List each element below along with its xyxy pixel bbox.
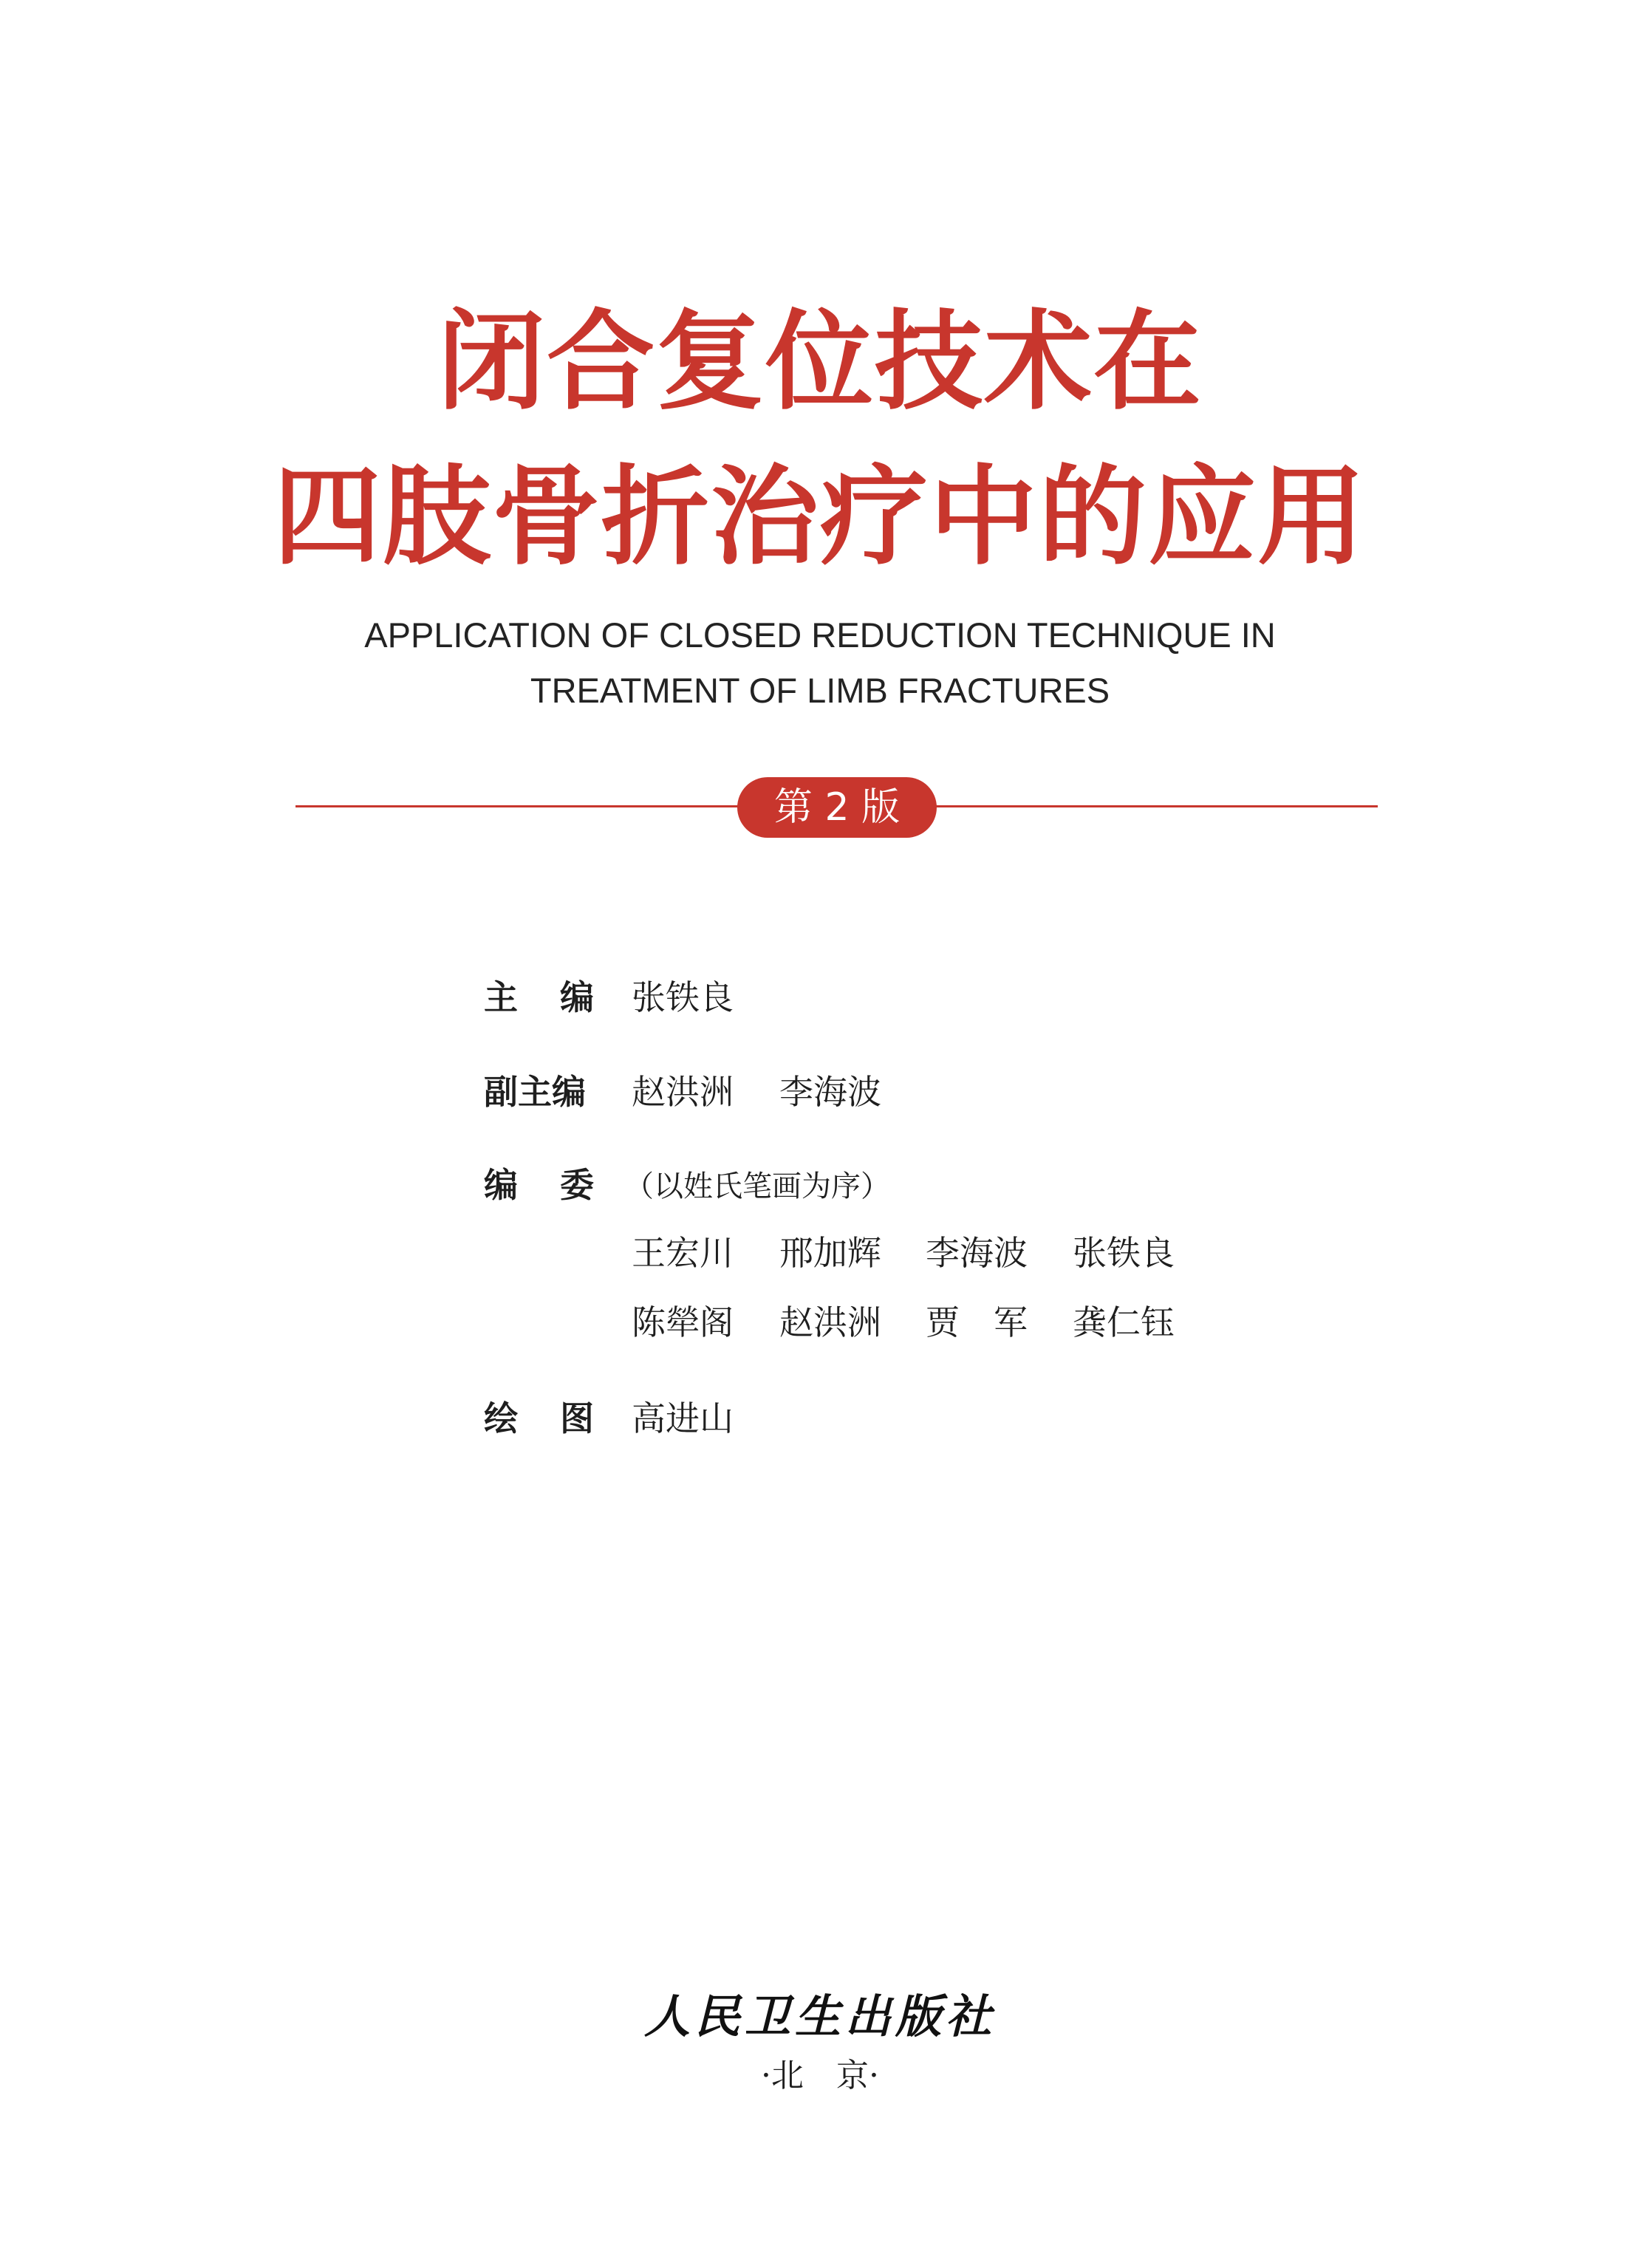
board-member: 贾 军 [926, 1302, 1028, 1342]
board-member: 邢加辉 [779, 1233, 881, 1273]
editorial-board-label-char-1: 编 [484, 1165, 518, 1205]
board-member: 龚仁钰 [1073, 1302, 1175, 1342]
edition-rule-left [295, 805, 746, 807]
deputy-editor-label: 副主编 [484, 1072, 586, 1112]
board-member: 李海波 [926, 1233, 1028, 1273]
chief-editor-label-char-1: 主 [484, 977, 518, 1017]
edition-rule-right [927, 805, 1378, 807]
english-title-line-2: TREATMENT OF LIMB FRACTURES [530, 671, 1110, 710]
publisher-logo-text: 人民卫生出版社 [643, 1989, 996, 2043]
board-member: 陈犖阁 [632, 1302, 734, 1342]
editorial-board-label-char-2: 委 [560, 1165, 594, 1205]
english-title-line-1: APPLICATION OF CLOSED REDUCTION TECHNIQUE IN [364, 615, 1276, 655]
deputy-editor-name-2: 李海波 [779, 1072, 881, 1112]
editorial-board-note: （以姓氏笔画为序） [624, 1169, 890, 1203]
chief-editor-label-char-2: 编 [560, 977, 594, 1017]
board-member: 王宏川 [632, 1233, 734, 1273]
illustrator-label-char-2: 图 [560, 1398, 594, 1438]
chief-editor-name: 张铁良 [632, 977, 734, 1017]
title-line-2: 四肢骨折治疗中的应用 [273, 454, 1367, 580]
illustrator-label-char-1: 绘 [484, 1398, 518, 1438]
edition-badge: 第 2 版 [737, 777, 937, 838]
deputy-editor-name-1: 赵洪洲 [632, 1072, 734, 1112]
board-member: 赵洪洲 [779, 1302, 881, 1342]
publisher-city: ·北 京· [761, 2057, 879, 2094]
board-member: 张铁良 [1073, 1233, 1175, 1273]
illustrator-name: 高进山 [632, 1398, 734, 1438]
title-line-1: 闭合复位技术在 [437, 299, 1203, 425]
